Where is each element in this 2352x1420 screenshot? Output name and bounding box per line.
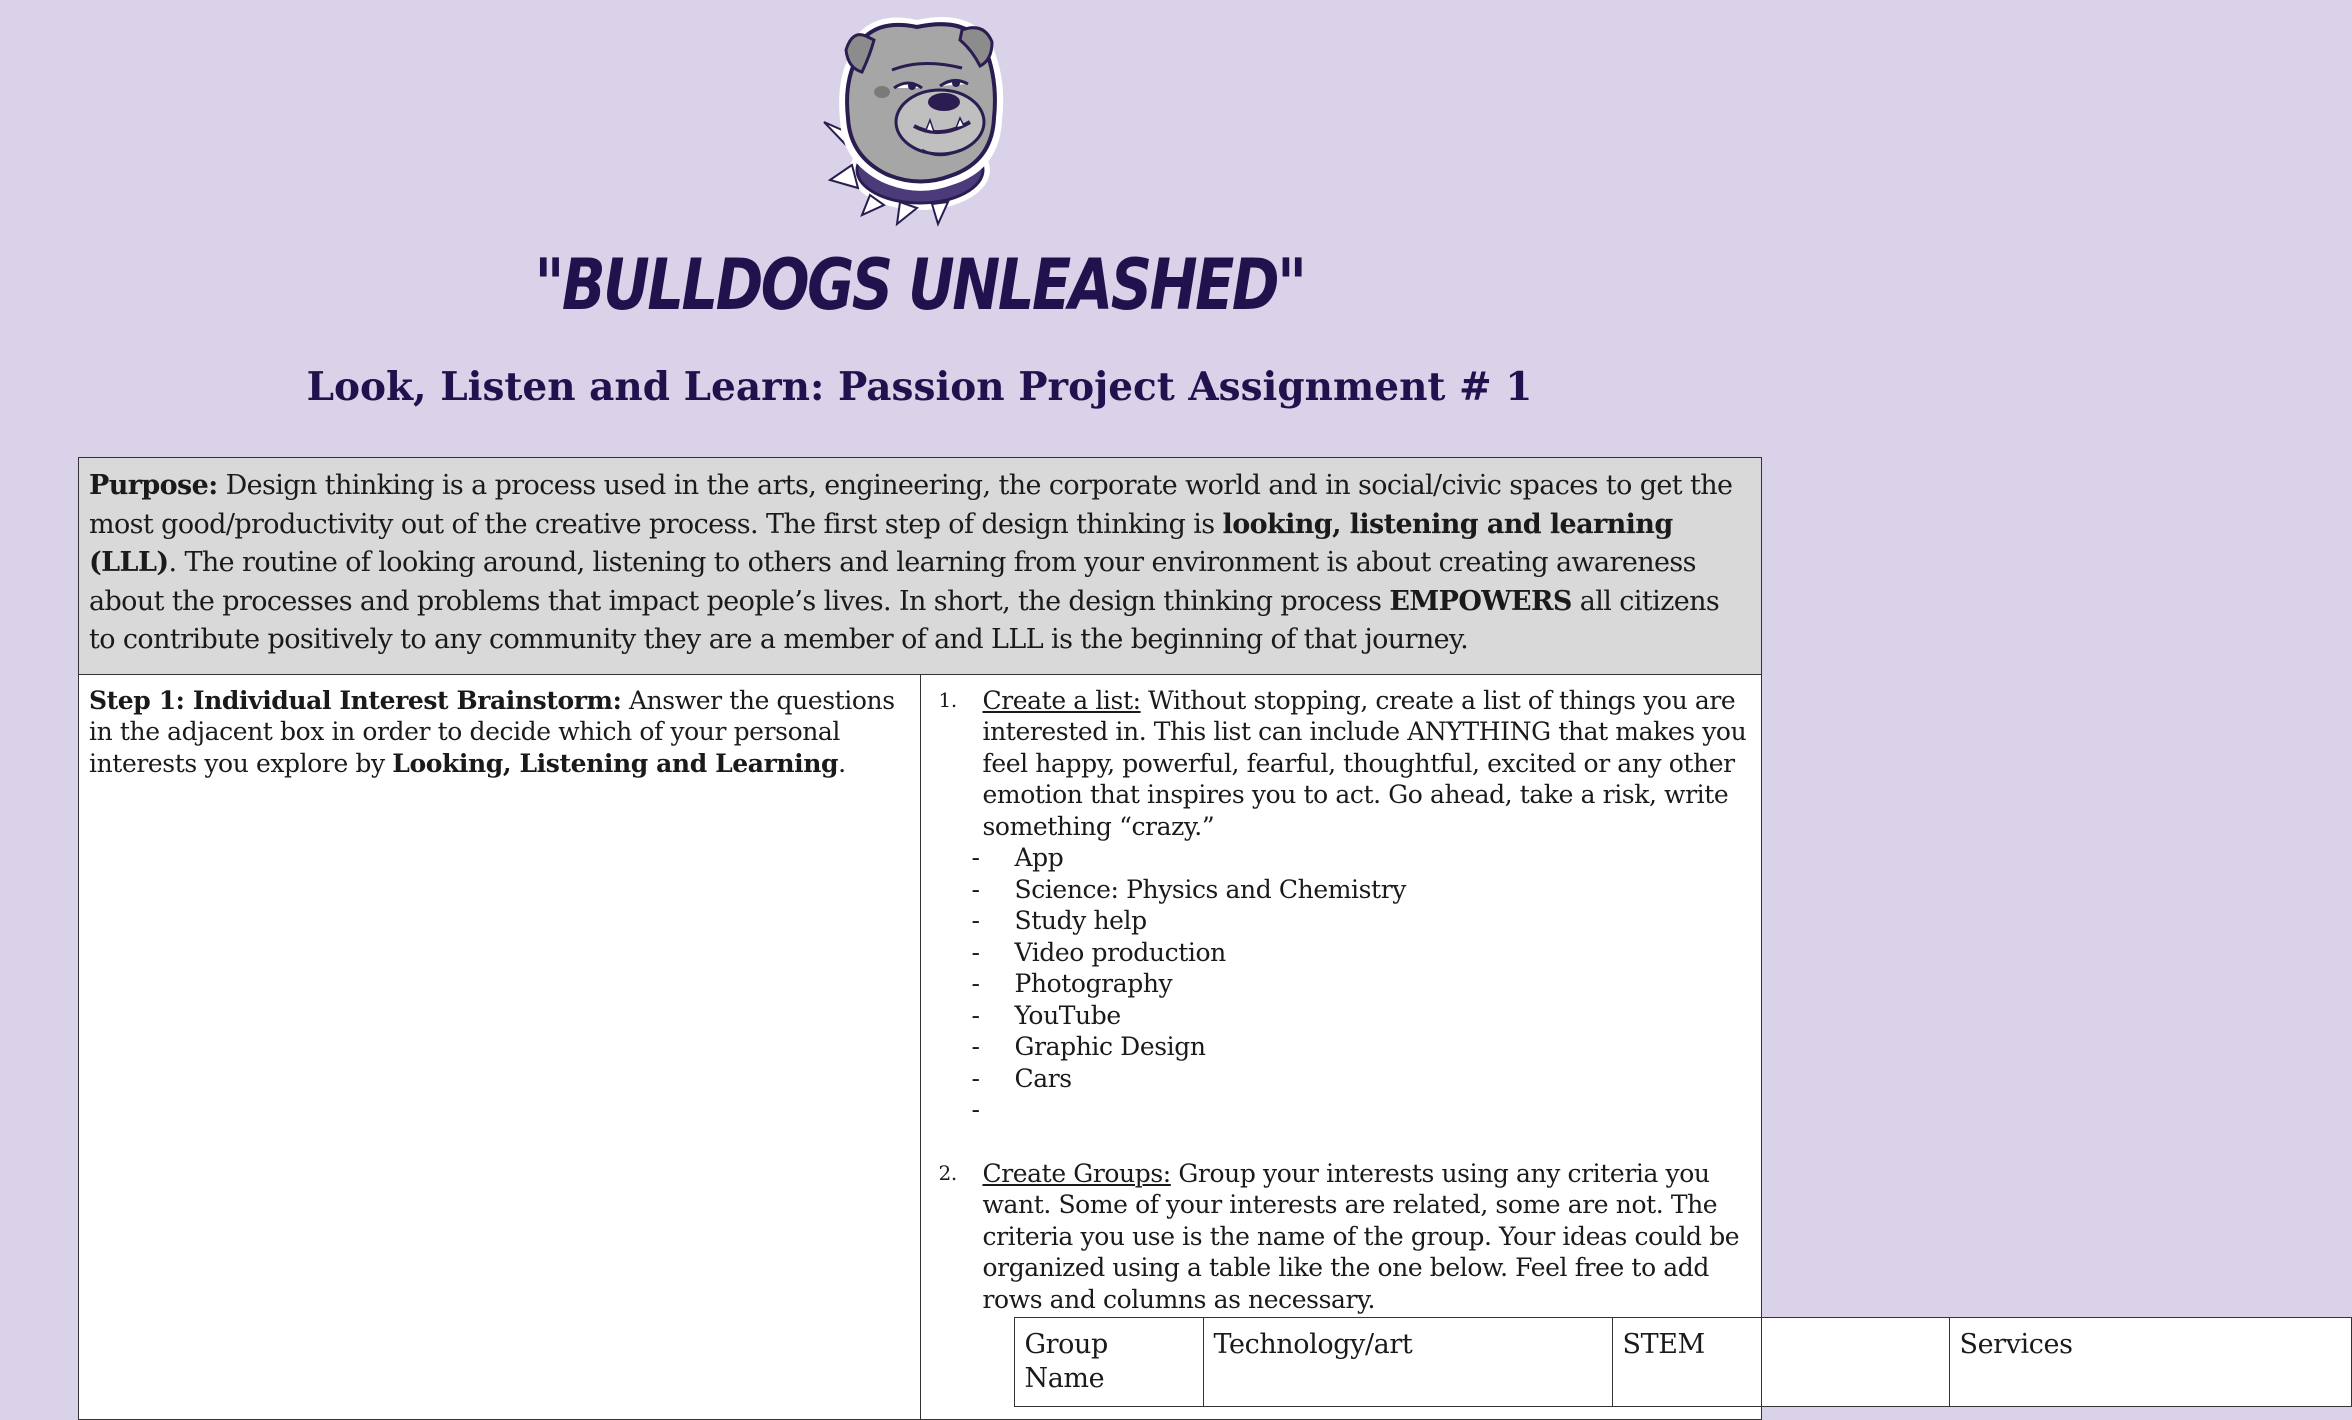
purpose-cell (79, 458, 1762, 675)
dash-marker: - (971, 969, 980, 998)
instruction-create-groups (937, 1158, 1749, 1316)
list-item-text: YouTube (1014, 1000, 1121, 1030)
list-item-text: App (1014, 843, 1064, 872)
item-label: Create Groups: (982, 1158, 1171, 1188)
instruction-create-list (937, 685, 1749, 843)
page-subtitle: Look, Listen and Learn: Passion Project Assignment # 1 (306, 364, 1533, 410)
list-item-text: Science: Physics and Chemistry (1014, 874, 1406, 904)
step1-text-2: . (838, 748, 846, 778)
purpose-text-1: Design thinking is a process used in the arts, engineering, the corporate world and in social/civic spaces to get the most good/productivity out of the creative process. The first step of design thinking is (89, 470, 1733, 540)
list-item (937, 1000, 1749, 1032)
list-item-text: Graphic Design (1014, 1032, 1206, 1061)
list-item-text: Video production (1014, 937, 1226, 967)
list-item (937, 968, 1749, 1000)
purpose-text-2: . The routine of looking around, listening to others and learning from your environment is about creating awareness about the processes and problems that impact people’s lives. In short, the design thinking process (89, 547, 1696, 617)
purpose-row (79, 458, 1762, 675)
assignment-table (78, 457, 2073, 1420)
item-text: Group your interests using any criteria you want. Some of your interests are related, some are not. The criteria you use is the name of the group. Your ideas could be organized using a table like the one below. Feel free to add rows and columns as necessary. (982, 1158, 1740, 1314)
dash-marker: - (971, 843, 980, 872)
table-cell-group-name[interactable]: Group Name (1014, 1318, 1203, 1407)
table-cell-stem[interactable]: STEM (1612, 1318, 1949, 1407)
list-item (937, 1063, 1749, 1095)
list-item-text: Cars (1014, 1063, 1072, 1093)
interest-list (937, 842, 1749, 1126)
dash-marker: - (971, 937, 980, 967)
purpose-bold-lll: looking, listening and learning (LLL) (89, 508, 1673, 578)
purpose-bold-empowers: EMPOWERS (1389, 585, 1572, 617)
list-item (937, 905, 1749, 937)
purpose-text-3: all citizens to contribute positively to any community they are a member of and LLL is the beginning of that journey. (89, 585, 1720, 655)
dash-marker: - (971, 1000, 980, 1030)
item-number: 1. (938, 687, 957, 712)
groups-table (1014, 1317, 2352, 1407)
page-title: "BULLDOGS UNLEASHED" (534, 244, 1305, 326)
step1-heading: Step 1: Individual Interest Brainstorm: (89, 685, 622, 715)
step1-row (79, 674, 1762, 1420)
item-number: 2. (938, 1160, 957, 1185)
spacer (937, 1126, 1749, 1158)
list-item (937, 1094, 1749, 1126)
step1-bold-lll: Looking, Listening and Learning (392, 748, 839, 778)
table-cell-services[interactable]: Services (1949, 1318, 2351, 1407)
table-cell-technology-art[interactable]: Technology/art (1203, 1318, 1612, 1407)
dash-marker: - (971, 1032, 980, 1061)
dash-marker: - (971, 1095, 980, 1124)
list-item (937, 937, 1749, 969)
list-item-text: Study help (1014, 906, 1147, 935)
dash-marker: - (971, 1063, 980, 1093)
purpose-label: Purpose: (89, 470, 218, 501)
list-item-text: Photography (1014, 969, 1173, 998)
step1-label-cell (79, 674, 921, 1420)
list-item (937, 874, 1749, 906)
dash-marker: - (971, 906, 980, 935)
dash-marker: - (971, 874, 980, 904)
table-row (1014, 1318, 2351, 1407)
item-label: Create a list: (982, 685, 1141, 715)
step1-text-1: Answer the questions in the adjacent box in order to decide which of your personal interests you explore by (89, 685, 895, 778)
item-text: Without stopping, create a list of things you are interested in. This list can include ANYTHING that makes you feel happy, powerful, fearful, thoughtful, excited or any other emotion that inspires you to act. Go ahead, take a risk, write something “crazy.” (982, 685, 1747, 841)
list-item (937, 842, 1749, 874)
step1-content-cell (920, 674, 2073, 1420)
bulldog-logo (822, 10, 1012, 225)
list-item (937, 1031, 1749, 1063)
